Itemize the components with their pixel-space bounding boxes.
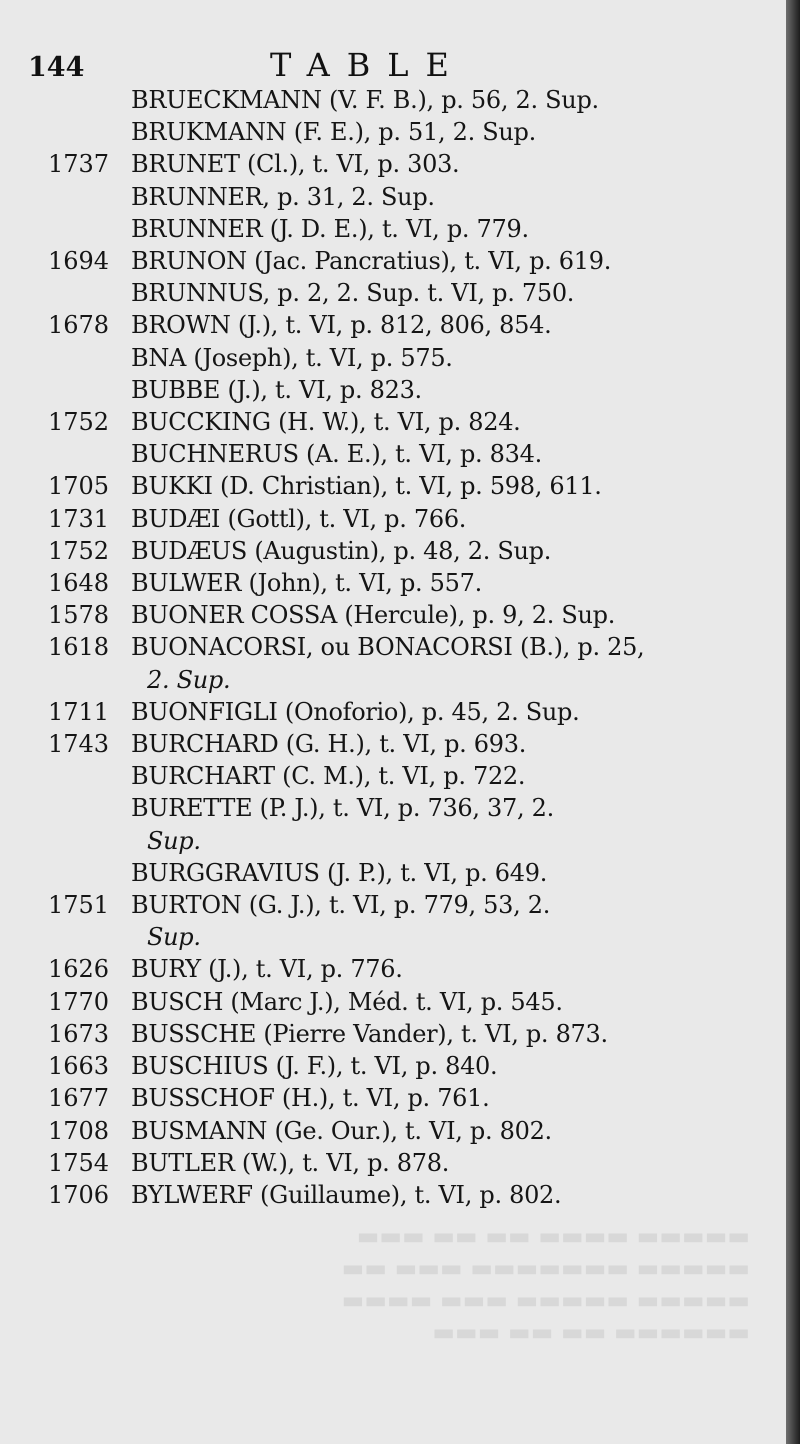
entry-main: BUDÆUS (Augustin), p. 48, 2. Sup. [131, 536, 552, 565]
index-entry [48, 84, 768, 116]
entry-year: 1678 [48, 311, 110, 340]
entry-year: 1751 [48, 891, 110, 920]
index-entry [48, 1147, 768, 1179]
entry-text [131, 1082, 768, 1114]
entry-main: BUBBE (J.), t. VI, p. 823. [131, 375, 422, 404]
index-entry [48, 277, 768, 309]
entry-text [131, 631, 768, 695]
index-entry [48, 535, 768, 567]
entry-main: BUSMANN (Ge. Our.), t. VI, p. 802. [131, 1116, 552, 1145]
entry-text [131, 535, 768, 567]
entry-year: 1731 [48, 504, 110, 533]
entry-text [131, 728, 768, 760]
entry-main: BNA (Joseph), t. VI, p. 575. [131, 343, 453, 372]
entry-text [131, 84, 768, 116]
entry-continuation: 2. Sup. [147, 665, 231, 694]
index-entry [48, 148, 768, 180]
entry-main: BUONER COSSA (Hercule), p. 9, 2. Sup. [131, 601, 616, 630]
bleed-through-shadow: ▬▬▬▬▬ ▬▬▬▬ ▬▬ ▬▬ ▬▬▬ ▬▬▬▬▬ ▬▬▬▬▬▬▬ ▬▬▬ ▬▬ ▬▬▬▬▬ ▬▬▬▬▬ ▬▬▬ ▬▬▬▬ ▬▬▬▬▬▬ ▬▬ ▬▬ ▬▬▬ [341, 1222, 750, 1346]
entry-year: 1626 [48, 955, 110, 984]
entry-year: 1711 [48, 697, 110, 726]
entry-main: BRUKMANN (F. E.), p. 51, 2. Sup. [131, 118, 536, 147]
entry-text [131, 1179, 768, 1211]
entry-text [131, 792, 768, 856]
entry-year: 1706 [48, 1180, 110, 1209]
index-entry [48, 631, 768, 695]
index-entry [48, 857, 768, 889]
entry-main: BUKKI (D. Christian), t. VI, p. 598, 611. [131, 472, 602, 501]
entry-text [131, 503, 768, 535]
entry-text [131, 342, 768, 374]
index-entry [48, 792, 768, 856]
entry-main: BRUNON (Jac. Pancratius), t. VI, p. 619. [131, 247, 612, 276]
index-entry [48, 309, 768, 341]
entry-main: BUSSCHE (Pierre Vander), t. VI, p. 873. [131, 1019, 608, 1048]
entry-text [131, 438, 768, 470]
running-head: TABLE [270, 46, 466, 84]
entry-year: 1677 [48, 1084, 110, 1113]
index-entry [48, 889, 768, 953]
entry-text [131, 213, 768, 245]
entry-text [131, 406, 768, 438]
index-entry [48, 245, 768, 277]
entry-main: BRUNET (Cl.), t. VI, p. 303. [131, 150, 460, 179]
entry-main: BUCHNERUS (A. E.), t. VI, p. 834. [131, 440, 542, 469]
entry-text [131, 1050, 768, 1082]
entry-year: 1752 [48, 536, 110, 565]
entry-text [131, 277, 768, 309]
entry-year: 1770 [48, 987, 110, 1016]
entry-year: 1743 [48, 730, 110, 759]
page-number: 144 [28, 52, 85, 83]
index-entry [48, 1179, 768, 1211]
index-entry [48, 374, 768, 406]
entry-text [131, 1018, 768, 1050]
entry-text [131, 599, 768, 631]
entry-text [131, 148, 768, 180]
entry-text [131, 1115, 768, 1147]
index-entries [48, 84, 768, 1211]
entry-main: BUTLER (W.), t. VI, p. 878. [131, 1148, 450, 1177]
entry-text [131, 889, 768, 953]
entry-main: BRUNNER (J. D. E.), t. VI, p. 779. [131, 214, 529, 243]
entry-text [131, 374, 768, 406]
entry-year: 1694 [48, 247, 110, 276]
entry-text [131, 696, 768, 728]
entry-text [131, 857, 768, 889]
index-entry [48, 599, 768, 631]
entry-year: 1737 [48, 150, 110, 179]
entry-year: 1752 [48, 408, 110, 437]
index-entry [48, 342, 768, 374]
entry-year: 1673 [48, 1019, 110, 1048]
index-entry [48, 728, 768, 760]
index-entry [48, 986, 768, 1018]
entry-continuation: Sup. [147, 826, 201, 855]
index-entry [48, 1115, 768, 1147]
index-entry [48, 406, 768, 438]
entry-main: BRUNNER, p. 31, 2. Sup. [131, 182, 435, 211]
entry-text [131, 309, 768, 341]
entry-year: 1663 [48, 1052, 110, 1081]
entry-main: BUDÆI (Gottl), t. VI, p. 766. [131, 504, 467, 533]
entry-main: BROWN (J.), t. VI, p. 812, 806, 854. [131, 311, 552, 340]
entry-year: 1754 [48, 1148, 110, 1177]
entry-main: BYLWERF (Guillaume), t. VI, p. 802. [131, 1180, 562, 1209]
index-entry [48, 503, 768, 535]
entry-main: BURGGRAVIUS (J. P.), t. VI, p. 649. [131, 858, 548, 887]
index-entry [48, 470, 768, 502]
entry-continuation: Sup. [147, 923, 201, 952]
page-gutter-shadow [786, 0, 800, 1444]
entry-text [131, 986, 768, 1018]
entry-text [131, 470, 768, 502]
index-entry [48, 1050, 768, 1082]
entry-main: BURTON (G. J.), t. VI, p. 779, 53, 2. [131, 891, 551, 920]
entry-main: BURCHARD (G. H.), t. VI, p. 693. [131, 730, 527, 759]
entry-text [131, 567, 768, 599]
entry-main: BULWER (John), t. VI, p. 557. [131, 569, 482, 598]
page-header [28, 46, 748, 86]
index-entry [48, 696, 768, 728]
entry-main: BURY (J.), t. VI, p. 776. [131, 955, 403, 984]
entry-main: BRUNNUS, p. 2, 2. Sup. t. VI, p. 750. [131, 279, 575, 308]
entry-main: BUSCHIUS (J. F.), t. VI, p. 840. [131, 1052, 498, 1081]
entry-text [131, 116, 768, 148]
entry-main: BURCHART (C. M.), t. VI, p. 722. [131, 762, 526, 791]
index-entry [48, 1082, 768, 1114]
entry-main: BUSCH (Marc J.), Méd. t. VI, p. 545. [131, 987, 563, 1016]
entry-main: BRUECKMANN (V. F. B.), p. 56, 2. Sup. [131, 86, 599, 114]
entry-year: 1578 [48, 601, 110, 630]
index-entry [48, 438, 768, 470]
entry-text [131, 181, 768, 213]
entry-main: BUONACORSI, ou BONACORSI (B.), p. 25, [131, 633, 645, 662]
index-entry [48, 116, 768, 148]
entry-main: BUONFIGLI (Onoforio), p. 45, 2. Sup. [131, 697, 580, 726]
entry-year: 1705 [48, 472, 110, 501]
index-entry [48, 567, 768, 599]
index-entry [48, 1018, 768, 1050]
entry-year: 1708 [48, 1116, 110, 1145]
entry-main: BUSSCHOF (H.), t. VI, p. 761. [131, 1084, 490, 1113]
index-entry [48, 181, 768, 213]
index-entry [48, 213, 768, 245]
entry-main: BUCCKING (H. W.), t. VI, p. 824. [131, 408, 521, 437]
index-entry [48, 953, 768, 985]
entry-text [131, 953, 768, 985]
index-entry [48, 760, 768, 792]
entry-text [131, 1147, 768, 1179]
entry-main: BURETTE (P. J.), t. VI, p. 736, 37, 2. [131, 794, 554, 823]
entry-year: 1648 [48, 569, 110, 598]
entry-year: 1618 [48, 633, 110, 662]
entry-text [131, 760, 768, 792]
entry-text [131, 245, 768, 277]
